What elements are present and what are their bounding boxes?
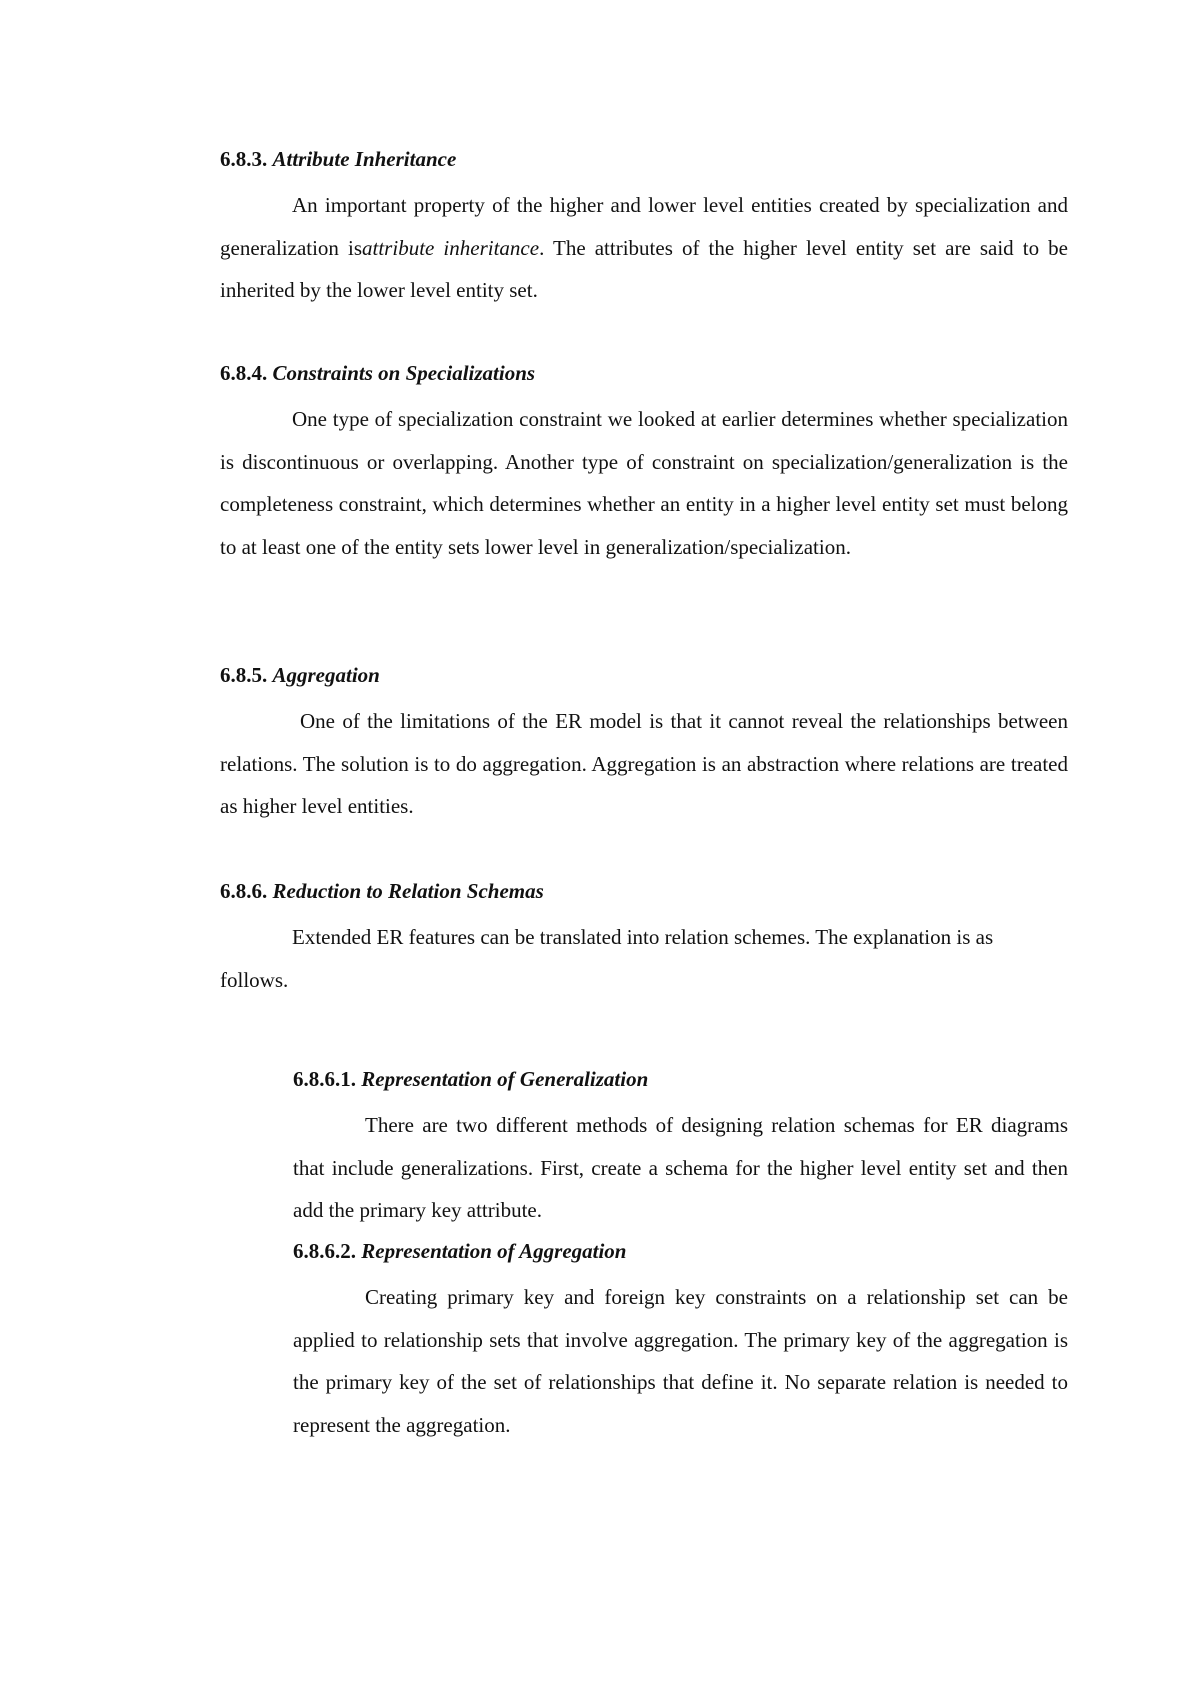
section-title: Reduction to Relation Schemas [272,879,544,903]
section-title: Attribute Inheritance [272,147,457,171]
section-number: 6.8.3. [220,147,268,171]
subsection-heading [293,1238,1068,1265]
section-heading [220,360,1068,387]
subsection-title: Representation of Generalization [361,1067,649,1091]
section-paragraph: One type of specialization constraint we looked at earlier determines whether specialization is discontinuous or overlapping. Another type of constraint on specialization/generalization is the completeness constraint, which determines whether an entity in a higher level entity set must belong to at least one of the entity sets lower level in generalization/specialization. [220,407,1068,559]
subsection-number: 6.8.6.1. [293,1067,356,1091]
section-paragraph: One of the limitations of the ER model is that it cannot reveal the relationships between relations. The solution is to do aggregation. Aggregation is an abstraction where relations are treated as higher level entities. [220,709,1068,818]
subsection-title: Representation of Aggregation [361,1239,627,1263]
section-aggregation [220,662,1068,828]
section-heading [220,662,1068,689]
subsection-representation-of-aggregation [293,1238,1068,1446]
section-paragraph: Extended ER features can be translated into relation schemes. The explanation is as follows. [220,925,994,992]
section-number: 6.8.5. [220,663,268,687]
section-number: 6.8.4. [220,361,268,385]
subsection-paragraph: There are two different methods of designing relation schemas for ER diagrams that include generalizations. First, create a schema for the higher level entity set and then add the primary key attribute. [293,1113,1068,1222]
paragraph-emphasis: attribute inheritance [362,235,540,260]
section-constraints-on-specializations [220,360,1068,568]
subsection-number: 6.8.6.2. [293,1239,356,1263]
subsection-heading [293,1066,1068,1093]
section-heading [220,878,1068,905]
section-paragraph [220,184,1068,312]
section-title: Aggregation [272,663,380,687]
section-title: Constraints on Specializations [272,361,536,385]
section-heading [220,146,1068,173]
section-reduction-to-relation-schemas [220,878,1068,1001]
subsection-representation-of-generalization [293,1066,1068,1232]
section-attribute-inheritance [220,146,1068,312]
paragraph-text: . The attributes of the higher level entity set are said to be inherited by the lower level entity set. [220,235,1068,302]
paragraph-text: An important property of the higher and lower level entities created by specialization and generalization is [220,193,1068,260]
subsection-paragraph: Creating primary key and foreign key constraints on a relationship set can be applied to relationship sets that involve aggregation. The primary key of the aggregation is the primary key of the set of relationships that define it. No separate relation is needed to represent the aggregation. [293,1285,1068,1437]
section-number: 6.8.6. [220,879,268,903]
